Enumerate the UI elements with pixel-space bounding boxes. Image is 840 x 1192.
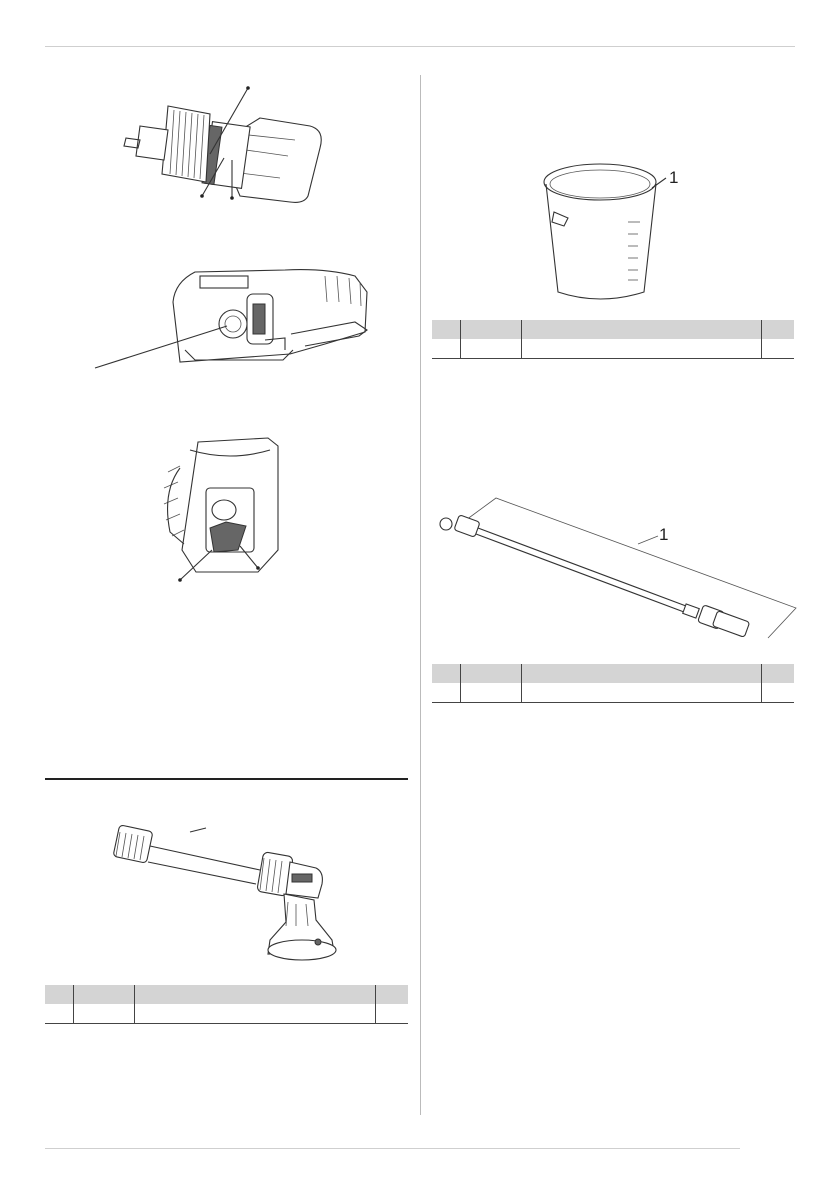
- foam-lance-illustration: [110, 822, 350, 972]
- header-cell: [762, 320, 795, 339]
- table-cell: [522, 683, 762, 703]
- header-cell: [522, 664, 762, 683]
- measuring-cup-illustration: [540, 160, 670, 305]
- table-cell: [135, 1004, 376, 1024]
- table-header-row: [432, 664, 794, 683]
- measuring-cup-callout: 1: [669, 168, 679, 187]
- table-cell: [432, 339, 461, 359]
- table-cell: [461, 339, 522, 359]
- table-row: [432, 683, 794, 703]
- table-cell: [461, 683, 522, 703]
- detergent-bottle-illustration: [120, 78, 350, 218]
- table-header-row: [432, 320, 794, 339]
- header-cell: [461, 664, 522, 683]
- detergent-tank-illustration: [150, 432, 300, 592]
- extension-lance-parts-table: [432, 664, 794, 703]
- header-cell: [461, 320, 522, 339]
- table-cell: [522, 339, 762, 359]
- header-cell: [522, 320, 762, 339]
- table-row: [432, 339, 794, 359]
- table-cell: [762, 683, 795, 703]
- machine-knob-illustration: [95, 262, 375, 374]
- extension-lance-callout: 1: [659, 525, 669, 544]
- header-cell: [762, 664, 795, 683]
- measuring-cup-parts-table: [432, 320, 794, 359]
- header-cell: [432, 320, 461, 339]
- table-cell: [74, 1004, 135, 1024]
- section-rule: [45, 778, 408, 780]
- column-divider: [420, 75, 421, 1115]
- footer-rule: [45, 1148, 740, 1149]
- table-header-row: [45, 985, 408, 1004]
- header-cell: [376, 985, 409, 1004]
- table-cell: [45, 1004, 74, 1024]
- header-cell: [45, 985, 74, 1004]
- table-row: [45, 1004, 408, 1024]
- header-cell: [135, 985, 376, 1004]
- table-cell: [432, 683, 461, 703]
- header-cell: [74, 985, 135, 1004]
- extension-lance-illustration: [438, 490, 798, 640]
- header-rule: [45, 46, 795, 47]
- header-cell: [432, 664, 461, 683]
- table-cell: [376, 1004, 409, 1024]
- foam-lance-parts-table: [45, 985, 408, 1024]
- table-cell: [762, 339, 795, 359]
